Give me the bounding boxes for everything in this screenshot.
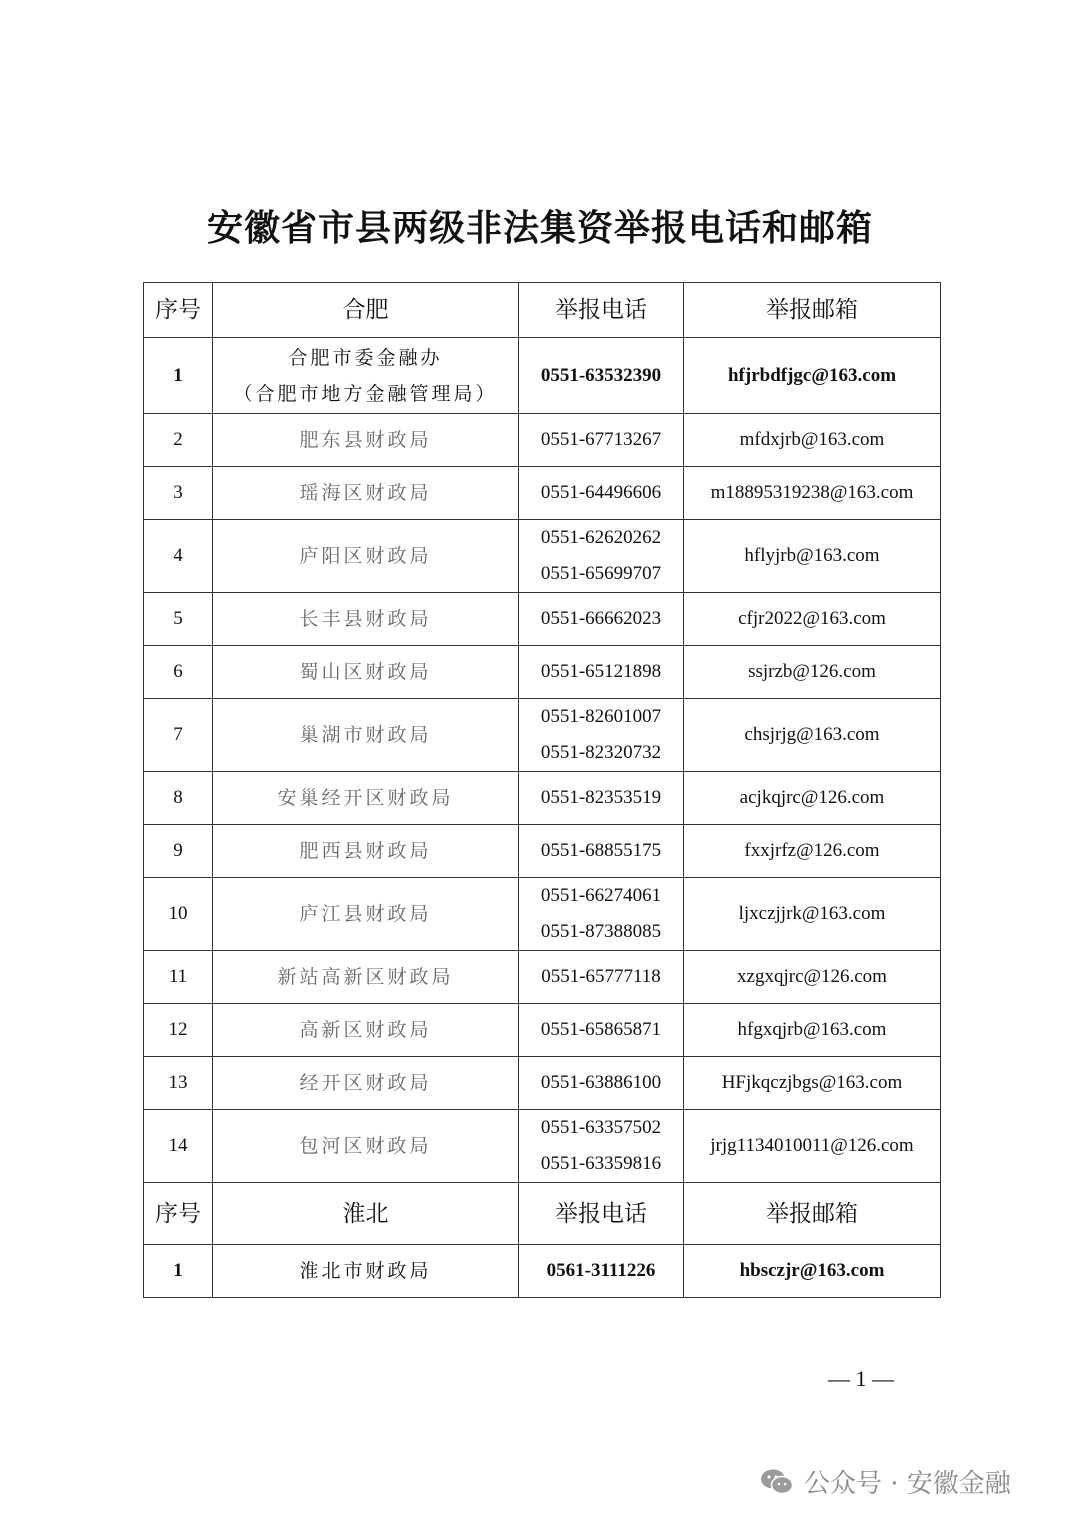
org-cell [213, 699, 519, 772]
org-cell [213, 414, 519, 467]
org-name: 庐阳区财政局 [299, 545, 432, 567]
org-name: 巢湖市财政局 [299, 724, 432, 746]
email-address: xzgxqjrc@126.com [684, 951, 941, 1004]
org-cell [213, 1245, 519, 1298]
email-address: hfjrbdfjgc@163.com [684, 338, 941, 414]
org-name: 瑶海区财政局 [299, 482, 432, 504]
row-number: 4 [144, 520, 213, 593]
header-phone: 举报电话 [519, 1183, 684, 1245]
phone-number: 0551-65699707 [540, 563, 662, 584]
org-name: 新站高新区财政局 [277, 966, 454, 988]
org-name: 蜀山区财政局 [299, 661, 432, 683]
phone-cell [519, 772, 684, 825]
row-number: 14 [144, 1110, 213, 1183]
email-address: ssjrzb@126.com [684, 646, 941, 699]
phone-cell [519, 825, 684, 878]
email-address: hfgxqjrb@163.com [684, 1004, 941, 1057]
phone-number: 0551-66274061 [540, 885, 662, 906]
row-number: 1 [144, 1245, 213, 1298]
org-name: 庐江县财政局 [299, 903, 432, 925]
email-address: cfjr2022@163.com [684, 593, 941, 646]
header-email: 举报邮箱 [684, 283, 941, 338]
phone-cell [519, 520, 684, 593]
phone-cell [519, 467, 684, 520]
table-row [144, 772, 941, 825]
email-address: hflyjrb@163.com [684, 520, 941, 593]
wechat-icon [760, 1468, 794, 1496]
org-cell [213, 646, 519, 699]
phone-cell [519, 338, 684, 414]
org-name: 高新区财政局 [299, 1019, 432, 1041]
table-row [144, 1057, 941, 1110]
phone-cell [519, 646, 684, 699]
org-name: 合肥市委金融办 [288, 346, 443, 369]
row-number: 9 [144, 825, 213, 878]
phone-number: 0551-82601007 [540, 706, 662, 727]
org-cell [213, 593, 519, 646]
header-region: 合肥 [213, 283, 519, 338]
phone-number: 0551-65777118 [541, 966, 661, 987]
row-number: 2 [144, 414, 213, 467]
phone-cell [519, 878, 684, 951]
row-number: 10 [144, 878, 213, 951]
org-cell [213, 1057, 519, 1110]
org-cell [213, 467, 519, 520]
row-number: 8 [144, 772, 213, 825]
page-title: 安徽省市县两级非法集资举报电话和邮箱 [206, 208, 873, 249]
phone-number: 0551-82320732 [540, 742, 662, 763]
table-row [144, 878, 941, 951]
phone-cell [519, 1245, 684, 1298]
phone-number: 0551-63532390 [540, 364, 662, 386]
watermark-text: 公众号 · 安徽金融 [804, 1469, 1011, 1499]
org-name: 经开区财政局 [299, 1072, 432, 1094]
phone-cell [519, 1057, 684, 1110]
row-number: 1 [144, 338, 213, 414]
header-phone: 举报电话 [519, 283, 684, 338]
section-header-row [144, 1183, 941, 1245]
org-cell [213, 878, 519, 951]
org-cell [213, 951, 519, 1004]
email-address: m18895319238@163.com [684, 467, 941, 520]
row-number: 11 [144, 951, 213, 1004]
org-cell [213, 1110, 519, 1183]
email-address: HFjkqczjbgs@163.com [684, 1057, 941, 1110]
watermark [760, 1463, 1011, 1500]
org-cell [213, 825, 519, 878]
row-number: 13 [144, 1057, 213, 1110]
phone-cell [519, 1004, 684, 1057]
org-name: 肥东县财政局 [299, 429, 432, 451]
org-cell [213, 338, 519, 414]
phone-number: 0551-66662023 [540, 608, 662, 629]
phone-cell [519, 593, 684, 646]
org-cell [213, 772, 519, 825]
row-number: 3 [144, 467, 213, 520]
phone-number: 0551-63886100 [540, 1072, 662, 1093]
org-name: 肥西县财政局 [299, 840, 432, 862]
phone-cell [519, 414, 684, 467]
phone-number: 0551-68855175 [540, 840, 662, 861]
table-row [144, 1110, 941, 1183]
row-number: 12 [144, 1004, 213, 1057]
phone-cell [519, 699, 684, 772]
row-number: 7 [144, 699, 213, 772]
email-address: hbsczjr@163.com [684, 1245, 941, 1298]
table-row [144, 467, 941, 520]
email-address: fxxjrfz@126.com [684, 825, 941, 878]
table-row [144, 699, 941, 772]
org-name: 长丰县财政局 [299, 608, 432, 630]
table-row [144, 520, 941, 593]
org-subname: （合肥市地方金融管理局） [233, 382, 498, 405]
phone-number: 0551-65865871 [540, 1019, 662, 1040]
phone-cell [519, 951, 684, 1004]
phone-number: 0551-82353519 [540, 787, 662, 808]
table-row [144, 646, 941, 699]
email-address: mfdxjrb@163.com [684, 414, 941, 467]
phone-number: 0551-67713267 [540, 429, 662, 450]
email-address: ljxczjjrk@163.com [684, 878, 941, 951]
org-name: 安巢经开区财政局 [277, 787, 454, 809]
header-no: 序号 [144, 1183, 213, 1245]
header-no: 序号 [144, 283, 213, 338]
row-number: 5 [144, 593, 213, 646]
phone-number: 0551-63359816 [540, 1153, 662, 1174]
phone-number: 0551-64496606 [540, 482, 662, 503]
email-address: jrjg1134010011@126.com [684, 1110, 941, 1183]
org-name: 淮北市财政局 [299, 1260, 432, 1282]
phone-number: 0551-63357502 [540, 1117, 662, 1138]
phone-number: 0561-3111226 [546, 1260, 656, 1281]
table-row [144, 414, 941, 467]
phone-number: 0551-62620262 [540, 527, 662, 548]
table-row [144, 1004, 941, 1057]
phone-cell [519, 1110, 684, 1183]
report-contacts-table [143, 282, 941, 1298]
phone-number: 0551-65121898 [540, 661, 662, 682]
page-number: — 1 — [828, 1366, 894, 1391]
email-address: chsjrjg@163.com [684, 699, 941, 772]
email-address: acjkqjrc@126.com [684, 772, 941, 825]
org-cell [213, 1004, 519, 1057]
row-number: 6 [144, 646, 213, 699]
org-cell [213, 520, 519, 593]
org-name: 包河区财政局 [299, 1135, 432, 1157]
phone-number: 0551-87388085 [540, 921, 662, 942]
header-email: 举报邮箱 [684, 1183, 941, 1245]
header-region: 淮北 [213, 1183, 519, 1245]
table-row [144, 338, 941, 414]
table-row [144, 951, 941, 1004]
table-row [144, 1245, 941, 1298]
table-row [144, 825, 941, 878]
section-header-row [144, 283, 941, 338]
table-row [144, 593, 941, 646]
